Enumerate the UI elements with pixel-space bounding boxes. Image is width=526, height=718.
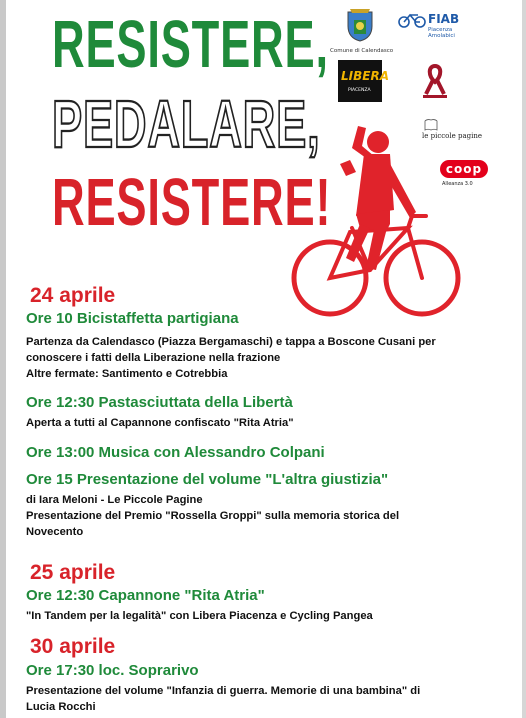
event-line: Presentazione del Premio "Rossella Groppi" sulla memoria storica del (26, 510, 400, 523)
event-title: Ore 10 Bicistaffetta partigiana (26, 310, 239, 327)
event-description (26, 334, 436, 383)
event-title: Ore 15 Presentazione del volume "L'altra giustizia" (26, 471, 389, 488)
event-title: Ore 12:30 Pastasciuttata della Libertà (26, 394, 293, 411)
right-border (522, 0, 526, 718)
event-line: Lucia Rocchi (26, 701, 96, 714)
fiab-sub-1: Piacenza (428, 27, 453, 33)
cyclist-illustration (290, 120, 462, 330)
crest-icon (344, 6, 376, 42)
event-line: Partenza da Calendasco (Piazza Bergamaschi) e tappa a Boscone Cusani per (26, 336, 436, 348)
event-description (26, 492, 399, 541)
bicycle-icon (398, 12, 426, 28)
title-line-1: RESISTERE, (52, 7, 329, 83)
event-description (26, 415, 294, 431)
event-title: Ore 12:30 Capannone "Rita Atria" (26, 587, 265, 604)
fiab-sub (428, 27, 455, 39)
ribbon-icon (420, 62, 450, 100)
event-line: Altre fermate: Santimento e Cotrebbia (26, 368, 228, 381)
event-line: Aperta a tutti al Capannone confiscato "Rita Atria" (26, 417, 294, 429)
fiab-sub-2: Amolabici (428, 33, 455, 40)
event-title: Ore 17:30 loc. Soprarivo (26, 662, 199, 679)
title-line-2: PEDALARE, (52, 87, 321, 163)
event-line: Novecento (26, 526, 84, 539)
event-line: Presentazione del volume "Infanzia di guerra. Memorie di una bambina" di (26, 685, 421, 697)
libera-logo (338, 60, 389, 102)
fiab-name: FIAB (428, 12, 460, 26)
event-title: Ore 13:00 Musica con Alessandro Colpani (26, 444, 325, 461)
comune-label: Comune di Calendasco (330, 48, 394, 54)
coop-name: coop (440, 160, 488, 178)
comune-logo (330, 6, 394, 54)
event-line: di Iara Meloni - Le Piccole Pagine (26, 494, 203, 506)
date-30-aprile: 30 aprile (30, 635, 116, 658)
date-24-aprile: 24 aprile (30, 284, 116, 307)
piccole-pagine-name: le piccole pagine (422, 132, 483, 140)
coop-sub: Alleanza 3.0 (442, 181, 473, 187)
date-25-aprile: 25 aprile (30, 561, 116, 584)
left-border (0, 0, 6, 718)
event-description (26, 683, 420, 715)
event-description (26, 608, 373, 624)
title-line-3: RESISTERE! (52, 165, 332, 241)
event-line: conoscere i fatti della Liberazione nella frazione (26, 352, 281, 365)
libera-sub: PIACENZA (348, 88, 371, 93)
event-line: "In Tandem per la legalità" con Libera Piacenza e Cycling Pangea (26, 610, 373, 622)
libera-name: LIBERA (341, 69, 389, 83)
